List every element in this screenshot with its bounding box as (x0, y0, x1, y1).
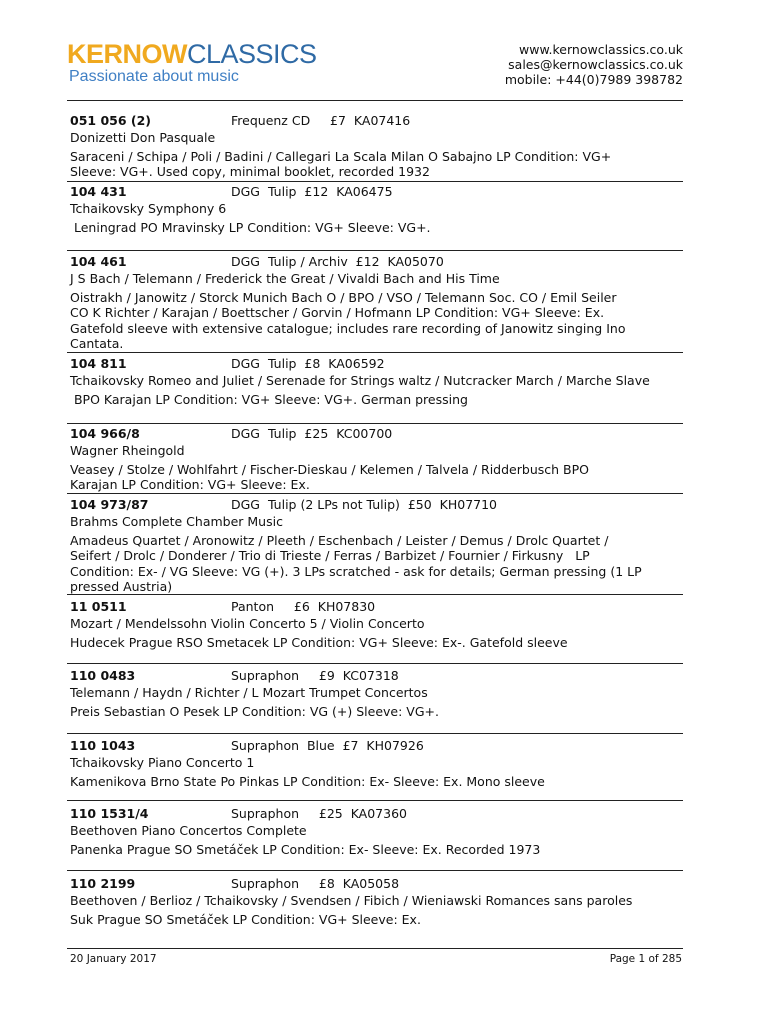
performer-condition-line: Veasey / Stolze / Wohlfahrt / Fischer-Dieskau / Kelemen / Talvela / Ridderbusch BPO (70, 461, 589, 477)
entry-divider (67, 352, 683, 353)
label-price-code: DGG Tulip / Archiv £12 KA05070 (231, 254, 444, 269)
entry-divider (67, 733, 683, 734)
entry-header (70, 806, 680, 823)
performer-condition-line: Leningrad PO Mravinsky LP Condition: VG+ Sleeve: VG+. (70, 219, 431, 235)
footer-page-number: Page 1 of 285 (609, 953, 682, 965)
label-price-code: Supraphon Blue £7 KH07926 (231, 738, 424, 753)
label-price-code: DGG Tulip £8 KA06592 (231, 356, 385, 371)
performer-condition-line: Panenka Prague SO Smetáček LP Condition: Ex- Sleeve: Ex. Recorded 1973 (70, 841, 541, 857)
catalogue-entry (70, 599, 680, 650)
catalogue-entry (70, 356, 680, 407)
entry-divider (67, 870, 683, 871)
performer-condition-line: Gatefold sleeve with extensive catalogue; includes rare recording of Janowitz singing Ino (70, 320, 626, 336)
catalogue-number: 110 1531/4 (70, 806, 149, 821)
catalogue-number: 104 966/8 (70, 426, 140, 441)
catalogue-entry (70, 426, 680, 493)
entry-divider (67, 800, 683, 801)
catalogue-number: 104 811 (70, 356, 127, 371)
catalogue-number: 110 2199 (70, 876, 136, 891)
performer-condition-line: Seifert / Drolc / Donderer / Trio di Trieste / Ferras / Barbizet / Fournier / Firkusny LP (70, 548, 590, 563)
catalogue-number: 104 461 (70, 254, 127, 269)
work-title: Telemann / Haydn / Richter / L Mozart Trumpet Concertos (70, 685, 428, 700)
entry-header (70, 184, 680, 201)
work-title: Tchaikovsky Piano Concerto 1 (70, 755, 255, 770)
entry-divider (67, 594, 683, 595)
performer-condition-line: Hudecek Prague RSO Smetacek LP Condition: VG+ Sleeve: Ex-. Gatefold sleeve (70, 634, 568, 650)
performer-condition-line: BPO Karajan LP Condition: VG+ Sleeve: VG+. German pressing (70, 391, 468, 407)
entry-header (70, 738, 680, 755)
performer-condition-line: Karajan LP Condition: VG+ Sleeve: Ex. (70, 477, 310, 492)
email-link[interactable]: sales@kernowclassics.co.uk (508, 57, 683, 72)
work-title: J S Bach / Telemann / Frederick the Great / Vivaldi Bach and His Time (70, 271, 500, 286)
label-price-code: Supraphon £9 KC07318 (231, 668, 399, 683)
footer-date: 20 January 2017 (70, 953, 157, 965)
entry-header (70, 497, 680, 514)
label-price-code: DGG Tulip £12 KA06475 (231, 184, 393, 199)
catalogue-entry (70, 806, 680, 857)
work-title: Tchaikovsky Romeo and Juliet / Serenade for Strings waltz / Nutcracker March / Marche Slave (70, 373, 650, 388)
catalogue-number: 110 0483 (70, 668, 136, 683)
entry-header (70, 113, 680, 130)
catalogue-number: 11 0511 (70, 599, 127, 614)
contact-block (505, 42, 683, 87)
performer-condition-line: CO K Richter / Karajan / Boettscher / Gorvin / Hofmann LP Condition: VG+ Sleeve: Ex. (70, 305, 605, 320)
work-title: Wagner Rheingold (70, 443, 185, 458)
catalogue-number: 051 056 (2) (70, 113, 152, 128)
label-price-code: Supraphon £25 KA07360 (231, 806, 407, 821)
catalogue-entry (70, 497, 680, 595)
entry-header (70, 876, 680, 893)
catalogue-number: 104 973/87 (70, 497, 149, 512)
catalogue-number: 110 1043 (70, 738, 136, 753)
label-price-code: DGG Tulip £25 KC00700 (231, 426, 393, 441)
label-price-code: Frequenz CD £7 KA07416 (231, 113, 411, 128)
entry-divider (67, 181, 683, 182)
entry-header (70, 668, 680, 685)
catalogue-entry (70, 113, 680, 180)
performer-condition-line: Condition: Ex- / VG Sleeve: VG (+). 3 LPs scratched - ask for details; German pressing (1 LP (70, 563, 642, 579)
label-price-code: Supraphon £8 KA05058 (231, 876, 400, 891)
performer-condition-line: Suk Prague SO Smetáček LP Condition: VG+ Sleeve: Ex. (70, 911, 421, 927)
label-price-code: DGG Tulip (2 LPs not Tulip) £50 KH07710 (231, 497, 498, 512)
entry-divider (67, 493, 683, 494)
performer-condition-line: Cantata. (70, 336, 124, 351)
work-title: Tchaikovsky Symphony 6 (70, 201, 227, 216)
catalogue-entry (70, 184, 680, 235)
label-price-code: Panton £6 KH07830 (231, 599, 376, 614)
website-link[interactable]: www.kernowclassics.co.uk (519, 42, 683, 57)
entry-divider (67, 423, 683, 424)
catalogue-entry (70, 876, 680, 927)
performer-condition-line: Oistrakh / Janowitz / Storck Munich Bach O / BPO / VSO / Telemann Soc. CO / Emil Seiler (70, 289, 617, 305)
kernow-classics-logo (67, 40, 317, 86)
entry-header (70, 356, 680, 373)
header-divider (67, 100, 683, 101)
performer-condition-line: Preis Sebastian O Pesek LP Condition: VG (+) Sleeve: VG+. (70, 703, 439, 719)
entry-header (70, 426, 680, 443)
work-title: Beethoven / Berlioz / Tchaikovsky / Svendsen / Fibich / Wieniawski Romances sans paroles (70, 893, 633, 908)
catalogue-entry (70, 668, 680, 719)
entry-header (70, 254, 680, 271)
footer-divider (67, 948, 683, 949)
performer-condition-line: Kamenikova Brno State Po Pinkas LP Condition: Ex- Sleeve: Ex. Mono sleeve (70, 773, 545, 789)
logo-wordmark: KERNOWCLASSICS (67, 39, 317, 69)
catalogue-entry (70, 254, 680, 352)
mobile-number: mobile: +44(0)7989 398782 (504, 72, 683, 87)
work-title: Donizetti Don Pasquale (70, 130, 216, 145)
performer-condition-line: Sleeve: VG+. Used copy, minimal booklet, recorded 1932 (70, 164, 430, 179)
work-title: Mozart / Mendelssohn Violin Concerto 5 / Violin Concerto (70, 616, 425, 631)
logo-tagline: Passionate about music (69, 68, 239, 85)
performer-condition-line: Amadeus Quartet / Aronowitz / Pleeth / Eschenbach / Leister / Demus / Drolc Quartet / (70, 532, 609, 548)
entry-header (70, 599, 680, 616)
performer-condition-line: pressed Austria) (70, 579, 173, 594)
work-title: Beethoven Piano Concertos Complete (70, 823, 307, 838)
catalogue-number: 104 431 (70, 184, 127, 199)
entry-divider (67, 250, 683, 251)
work-title: Brahms Complete Chamber Music (70, 514, 283, 529)
catalogue-entry (70, 738, 680, 789)
entry-divider (67, 663, 683, 664)
performer-condition-line: Saraceni / Schipa / Poli / Badini / Callegari La Scala Milan O Sabajno LP Condition: VG+ (70, 148, 612, 164)
